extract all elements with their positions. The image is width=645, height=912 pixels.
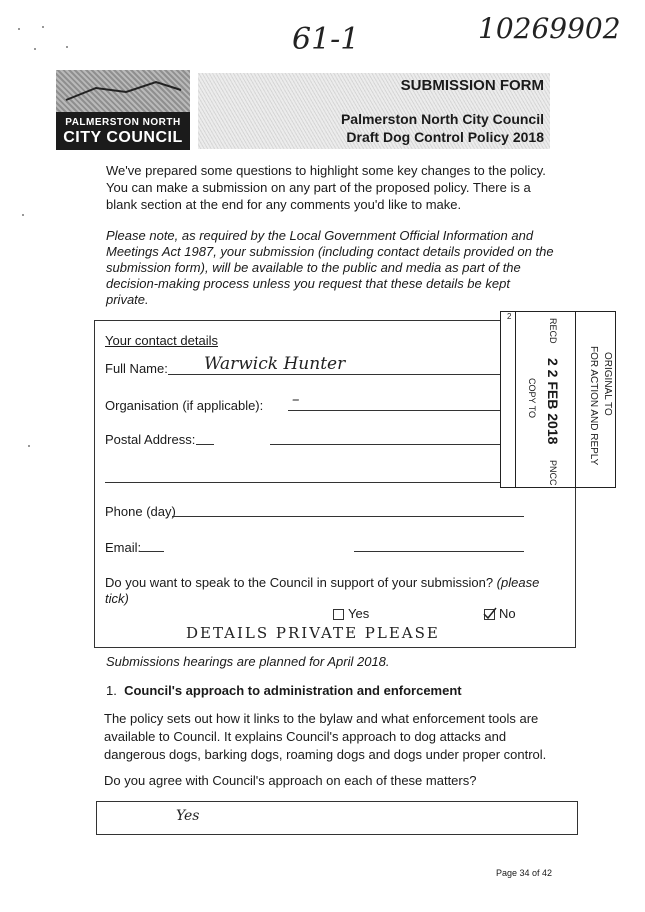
logo-line2: CITY COUNCIL [63,129,183,146]
header-banner [198,73,550,149]
postal-address-label: Postal Address: [105,432,196,447]
stamp-divider [575,312,576,487]
section1-answer: Yes [176,808,200,824]
handwritten-code: 61-1 [292,22,360,57]
phone-label: Phone (day) [105,504,176,519]
full-name-value: Warwick Hunter [204,354,346,374]
speak-question [105,575,545,607]
received-stamp [500,311,616,488]
intro-paragraph: We've prepared some questions to highlight some key changes to the policy. You can make a submission on any part of the proposed policy. There is a blank section at the end for any comments you'd like to make. [106,163,546,212]
contact-heading: Your contact details [105,333,218,348]
stamp-mark: 2 [507,312,512,321]
stamp-original-to: ORIGINAL TO [602,352,613,416]
section1-answer-box[interactable] [96,801,578,835]
stamp-copy-to: COPY TO [527,378,537,419]
postal-address-line-2[interactable] [105,482,524,483]
postal-address-line[interactable] [270,444,524,445]
organisation-line[interactable] [288,410,524,411]
stamp-pncc: PNCC [548,460,558,486]
no-checkbox[interactable] [484,609,495,620]
scan-speck [34,48,36,50]
stamp-date: 2 2 FEB 2018 [545,358,561,445]
email-line[interactable] [354,551,524,552]
form-subtitle-council: Palmerston North City Council [340,111,544,127]
form-subtitle-policy: Draft Dog Control Policy 2018 [346,129,544,145]
speak-question-text: Do you want to speak to the Council in support of your submission? [105,575,494,590]
stamp-divider [515,312,516,487]
scan-speck [42,26,44,28]
council-logo [56,70,190,150]
email-label: Email: [105,540,142,555]
yes-checkbox[interactable] [333,609,344,620]
no-label: No [499,606,516,621]
form-title: SUBMISSION FORM [400,77,544,94]
yes-label: Yes [348,606,370,621]
section1-question: Do you agree with Council's approach on each of these matters? [104,773,477,788]
page-number: Page 34 of 42 [496,868,553,878]
logo-map-graphic [56,70,190,112]
check-mark-icon [483,607,497,621]
phone-line[interactable] [172,516,524,517]
scan-speck [66,46,68,48]
stamp-for-action: FOR ACTION AND REPLY [588,346,599,466]
section1-title: Council's approach to administration and enforcement [124,683,462,698]
organisation-label: Organisation (if applicable): [105,398,264,413]
scan-speck [28,445,30,447]
details-private-note: DETAILS PRIVATE PLEASE [186,624,440,642]
speak-hint: (please tick) [105,575,540,606]
email-line-short[interactable] [140,551,164,552]
section1-body: The policy sets out how it links to the bylaw and what enforcement tools are available to Council. It explains Council's approach to dog attacks and dangerous dogs, barking dogs, roaming dogs and dogs under proper control. [104,711,547,762]
full-name-line[interactable] [168,374,524,375]
full-name-label: Full Name: [105,361,168,376]
scan-speck [18,28,20,30]
hearings-note: Submissions hearings are planned for April 2018. [106,654,390,669]
section1-number: 1. [106,683,117,698]
scan-speck [22,214,24,216]
logo-line1: PALMERSTON NORTH [65,117,181,128]
logo-band [56,112,190,150]
section1-heading [106,683,462,698]
organisation-value: – [292,390,300,408]
privacy-note: Please note, as required by the Local Government Official Information and Meetings Act 1987, your submission (including contact details provided on the submission form), will be available to the public and media as part of the decision-making process unless you request that these details be kept private. [106,228,554,307]
postal-address-line-short[interactable] [196,444,214,445]
handwritten-doc-number: 10269902 [478,12,621,45]
stamp-recd: RECD [548,318,558,344]
